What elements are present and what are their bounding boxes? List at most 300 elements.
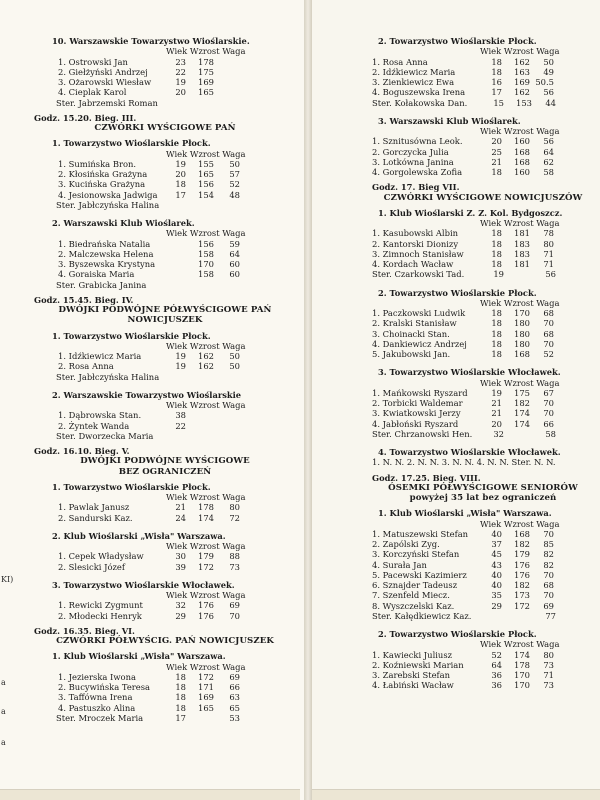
rower-row bbox=[372, 87, 594, 97]
rower-age: 29 bbox=[175, 610, 186, 621]
rower-row bbox=[372, 670, 594, 680]
rower-name: 2. Kłosińska Grażyna bbox=[58, 169, 148, 179]
rower-height: 165 bbox=[198, 87, 214, 98]
rower-weight: 60 bbox=[229, 269, 240, 280]
race-block bbox=[34, 108, 296, 134]
rower-row bbox=[34, 551, 296, 561]
rower-height: 160 bbox=[514, 167, 530, 177]
rower-row bbox=[372, 349, 594, 359]
rower-height: 169 bbox=[198, 692, 214, 703]
rower-weight bbox=[214, 87, 240, 97]
column-header: Wiek Wzrost Waga bbox=[480, 297, 560, 308]
rower-weight: 57 bbox=[229, 169, 240, 179]
rower-height: 176 bbox=[198, 610, 214, 621]
rower-weight: 70 bbox=[229, 610, 240, 621]
cox-height bbox=[186, 431, 214, 441]
rower-age: 64 bbox=[491, 659, 502, 670]
rower-name: 1. Dąbrowska Stan. bbox=[58, 410, 142, 421]
rower-age: 20 bbox=[175, 87, 186, 98]
rower-row bbox=[372, 67, 594, 77]
rower-age: 18 bbox=[175, 682, 186, 692]
rower-name: 4. Jesionowska Jadwiga bbox=[58, 189, 158, 200]
rower-age: 40 bbox=[491, 580, 502, 590]
rower-height: 180 bbox=[514, 338, 530, 349]
rower-name: 1. Pawlak Janusz bbox=[58, 502, 130, 513]
rower-height: 176 bbox=[514, 559, 530, 570]
rower-row bbox=[372, 318, 594, 328]
rower-height: 181 bbox=[514, 259, 530, 269]
rower-age bbox=[166, 269, 186, 279]
rower-weight: 85 bbox=[543, 539, 554, 549]
rower-height: 183 bbox=[514, 248, 530, 259]
rower-weight: 62 bbox=[543, 156, 554, 167]
crew-block bbox=[372, 36, 594, 108]
rower-age: 18 bbox=[175, 671, 186, 682]
crew-title: 3. Warszawski Klub Wioślarek. bbox=[378, 115, 521, 126]
rower-name: 1. Idźkiewicz Maria bbox=[58, 351, 142, 361]
rower-weight: 52 bbox=[543, 349, 554, 359]
crew-list: 1. N. N. 2. N. N. 3. N. N. 4. N. N. Ster. N. N. bbox=[372, 457, 556, 468]
rower-name: 1. Sumińska Bron. bbox=[58, 158, 137, 169]
crew-block bbox=[34, 572, 296, 621]
column-header: Wiek Wzrost Waga bbox=[480, 218, 560, 228]
rower-weight: 64 bbox=[229, 248, 240, 259]
rower-name: 1. Paczkowski Ludwik bbox=[372, 308, 466, 318]
cox-age: 32 bbox=[493, 428, 504, 439]
crew-block bbox=[372, 503, 594, 621]
rower-weight: 63 bbox=[229, 692, 240, 703]
rower-row bbox=[34, 190, 296, 200]
rower-height: 172 bbox=[198, 671, 214, 682]
rower-age: 18 bbox=[175, 692, 186, 703]
rower-weight: 68 bbox=[543, 328, 554, 339]
rower-age: 19 bbox=[175, 77, 186, 87]
rower-name: 1. Rosa Anna bbox=[372, 56, 428, 67]
rower-height: 170 bbox=[198, 259, 214, 269]
cox-row bbox=[34, 280, 296, 290]
rower-height: 179 bbox=[198, 551, 214, 562]
rower-height: 160 bbox=[514, 136, 530, 147]
rower-weight: 70 bbox=[543, 338, 554, 349]
right-column bbox=[372, 36, 594, 691]
rower-age: 18 bbox=[491, 259, 502, 269]
rower-name: 1. Biedrańska Natalia bbox=[58, 238, 151, 249]
cox-age: 15 bbox=[493, 97, 504, 108]
rower-weight: 80 bbox=[543, 238, 554, 249]
crew-title: 2. Warszawski Klub Wioślarek. bbox=[52, 218, 195, 228]
rower-age: 22 bbox=[175, 420, 186, 431]
rower-row bbox=[372, 650, 594, 660]
rower-weight: 69 bbox=[229, 671, 240, 682]
rower-weight: 72 bbox=[229, 512, 240, 523]
rower-age: 22 bbox=[175, 66, 186, 77]
rower-height: 155 bbox=[198, 158, 214, 169]
rower-age: 18 bbox=[491, 318, 502, 329]
gap bbox=[34, 572, 296, 580]
cox-height bbox=[186, 200, 214, 210]
race-heading: Godz. 15.20. Bieg. III. bbox=[34, 112, 137, 123]
column-header: Wiek Wzrost Waga bbox=[166, 228, 246, 239]
rower-name: 1. Matuszewski Stefan bbox=[372, 528, 469, 539]
race-heading: Godz. 17.25. Bieg. VIII. bbox=[372, 472, 481, 483]
rower-height: 179 bbox=[514, 549, 530, 560]
column-header: Wiek Wzrost Waga bbox=[480, 46, 560, 57]
rower-weight: 49 bbox=[543, 66, 554, 77]
rower-name: 1. Rewicki Zygmunt bbox=[58, 600, 143, 611]
cox-name: Ster. Dworzecka Maria bbox=[56, 430, 154, 441]
edge-fragment: a bbox=[1, 738, 6, 747]
rower-weight: 73 bbox=[543, 659, 554, 670]
rower-name: 2. Giełżyński Andrzej bbox=[58, 66, 148, 77]
rower-weight: 73 bbox=[543, 680, 554, 691]
rower-height: 183 bbox=[514, 238, 530, 249]
gap bbox=[372, 439, 594, 447]
crew-title: 1. Klub Wioślarski „Wisła" Warszawa. bbox=[378, 508, 552, 519]
rower-row bbox=[372, 136, 594, 146]
rower-age: 17 bbox=[175, 189, 186, 200]
rower-age: 37 bbox=[491, 539, 502, 549]
rower-height: 182 bbox=[514, 580, 530, 590]
rower-weight bbox=[214, 410, 240, 420]
column-header: Wiek Wzrost Waga bbox=[480, 518, 560, 529]
crew-title: 1. Towarzystwo Wioślarskie Płock. bbox=[52, 330, 211, 341]
gap bbox=[372, 621, 594, 629]
rower-weight: 68 bbox=[543, 308, 554, 318]
cox-height bbox=[186, 713, 214, 723]
rower-height: 174 bbox=[514, 418, 530, 429]
rower-row bbox=[34, 502, 296, 512]
rower-name: 8. Wyszczelski Kaz. bbox=[372, 600, 455, 611]
race-heading: Godz. 15.45. Bieg. IV. bbox=[34, 294, 134, 305]
cox-age bbox=[166, 431, 186, 441]
rower-row bbox=[372, 157, 594, 167]
rower-age: 21 bbox=[175, 502, 186, 513]
race-block bbox=[34, 290, 296, 326]
crew-block bbox=[34, 36, 296, 108]
rower-height: 163 bbox=[514, 66, 530, 77]
crew-block bbox=[34, 133, 296, 210]
rower-height: 174 bbox=[514, 649, 530, 660]
rower-row bbox=[372, 590, 594, 600]
rower-name: 2. Bucywińska Teresa bbox=[58, 682, 151, 692]
rower-name: 2. Kantorski Dionizy bbox=[372, 238, 459, 249]
rower-height: 170 bbox=[514, 670, 530, 680]
column-header: Wiek Wzrost Waga bbox=[166, 46, 246, 57]
rower-age bbox=[166, 249, 186, 259]
rower-name: 5. Pacewski Kazimierz bbox=[372, 569, 467, 580]
rower-name: 3. Ożarowski Wiesław bbox=[58, 77, 152, 87]
rower-row bbox=[34, 179, 296, 189]
cox-row bbox=[372, 429, 594, 439]
rower-row bbox=[372, 680, 594, 690]
rower-age: 39 bbox=[175, 561, 186, 572]
rower-weight: 50 bbox=[229, 158, 240, 169]
rower-name: 3. Byszewska Krystyna bbox=[58, 259, 156, 269]
rower-age: 24 bbox=[175, 512, 186, 523]
rower-name: 2. Gorczycka Julia bbox=[372, 146, 449, 157]
rower-age: 18 bbox=[175, 702, 186, 713]
cox-name: Ster. Czarkowski Tad. bbox=[372, 269, 465, 280]
crew-block bbox=[372, 203, 594, 280]
rower-row bbox=[34, 77, 296, 87]
rower-age: 43 bbox=[491, 559, 502, 570]
rower-age: 20 bbox=[491, 136, 502, 147]
page-bottom-edge bbox=[0, 789, 300, 800]
rower-name: 4. Kordach Wacław bbox=[372, 259, 454, 269]
rower-age: 25 bbox=[491, 146, 502, 157]
rower-row bbox=[372, 419, 594, 429]
rower-name: 7. Szenfeld Miecz. bbox=[372, 590, 450, 601]
rower-height: 156 bbox=[198, 179, 214, 190]
rower-age: 40 bbox=[491, 528, 502, 539]
rower-age: 18 bbox=[491, 66, 502, 77]
rower-weight: 50 bbox=[229, 361, 240, 372]
rower-name: 3. Korczyński Stefan bbox=[372, 549, 460, 560]
cox-weight: 77 bbox=[545, 610, 556, 621]
rower-row bbox=[34, 513, 296, 523]
rower-row bbox=[372, 408, 594, 418]
gap bbox=[372, 359, 594, 367]
race-title: CZWÓRKI WYŚCIGOWE PAŃ bbox=[94, 123, 236, 133]
column-header: Wiek Wzrost Waga bbox=[480, 639, 560, 650]
rower-row bbox=[372, 259, 594, 269]
rower-weight bbox=[214, 421, 240, 431]
rower-height: 162 bbox=[198, 351, 214, 361]
rower-row bbox=[372, 388, 594, 398]
rower-height: 178 bbox=[198, 502, 214, 513]
rower-name: 3. Zienkiewicz Ewa bbox=[372, 77, 455, 87]
crew-title: 1. Klub Wioślarski „Wisła" Warszawa. bbox=[52, 651, 226, 662]
cox-age bbox=[166, 98, 186, 108]
rower-weight: 80 bbox=[543, 649, 554, 660]
cox-age bbox=[166, 200, 186, 210]
rower-height: 174 bbox=[198, 512, 214, 523]
rower-row bbox=[372, 329, 594, 339]
rower-row bbox=[34, 239, 296, 249]
crew-block bbox=[34, 210, 296, 290]
rower-height: 168 bbox=[514, 156, 530, 167]
rower-weight: 71 bbox=[543, 670, 554, 680]
rower-weight: 71 bbox=[543, 248, 554, 259]
rower-age: 20 bbox=[175, 169, 186, 179]
rower-height: 165 bbox=[198, 169, 214, 179]
rower-name: 6. Sznajder Tadeusz bbox=[372, 580, 458, 590]
rower-row bbox=[34, 703, 296, 713]
column-header: Wiek Wzrost Waga bbox=[166, 590, 246, 600]
rower-age: 19 bbox=[491, 387, 502, 398]
rower-height: 162 bbox=[198, 361, 214, 372]
rower-row bbox=[34, 672, 296, 682]
rower-row bbox=[34, 159, 296, 169]
cox-row bbox=[372, 269, 594, 279]
gap bbox=[372, 108, 594, 116]
edge-fragment: a bbox=[1, 707, 6, 716]
rower-name: 4. Goraiska Maria bbox=[58, 269, 135, 280]
rower-name: 4. Jabłoński Ryszard bbox=[372, 418, 459, 429]
crew-title: 2. Towarzystwo Wioślarskie Płock. bbox=[378, 36, 537, 46]
edge-fragment: KI) bbox=[1, 575, 14, 584]
rower-weight: 50 bbox=[543, 56, 554, 67]
cox-weight: 58 bbox=[545, 428, 556, 439]
rower-row bbox=[372, 57, 594, 67]
cox-name: Ster. Kołakowska Dan. bbox=[372, 97, 468, 108]
race-block bbox=[372, 177, 594, 203]
rower-height: 168 bbox=[514, 528, 530, 539]
cox-weight: 44 bbox=[545, 97, 556, 108]
rower-height: 158 bbox=[198, 248, 214, 259]
crew-title: 10. Warszawskie Towarzystwo Wioślarskie. bbox=[52, 36, 250, 46]
rower-height: 168 bbox=[514, 146, 530, 157]
rower-weight: 78 bbox=[543, 228, 554, 239]
crew-block bbox=[372, 108, 594, 178]
rower-weight: 66 bbox=[229, 682, 240, 692]
rower-height bbox=[186, 421, 214, 431]
crew-block bbox=[372, 439, 594, 468]
rower-height: 165 bbox=[198, 702, 214, 713]
rower-name: 2. Malczewska Helena bbox=[58, 248, 154, 259]
cox-weight bbox=[214, 200, 240, 210]
crew-title: 2. Klub Wioślarski „Wisła" Warszawa. bbox=[52, 530, 226, 541]
rower-height: 176 bbox=[198, 600, 214, 611]
rower-name: 4. Łabiński Wacław bbox=[372, 680, 454, 691]
cox-row bbox=[34, 372, 296, 382]
rower-age: 18 bbox=[491, 167, 502, 177]
rower-name: 2. Kralski Stanisław bbox=[372, 318, 457, 329]
rower-name: 1. Kasubowski Albin bbox=[372, 228, 459, 239]
rower-weight: 56 bbox=[543, 136, 554, 147]
rower-row bbox=[372, 539, 594, 549]
rower-weight: 70 bbox=[543, 569, 554, 580]
cox-weight bbox=[214, 372, 240, 382]
rower-name: 4. Dankiewicz Andrzej bbox=[372, 338, 467, 349]
race-block bbox=[372, 468, 594, 504]
rower-height: 180 bbox=[514, 328, 530, 339]
cox-age: 19 bbox=[493, 269, 504, 280]
rower-weight: 56 bbox=[543, 87, 554, 98]
rower-name: 1. Mańkowski Ryszard bbox=[372, 387, 468, 398]
rower-age: 18 bbox=[491, 248, 502, 259]
race-heading: Godz. 16.10. Bieg. V. bbox=[34, 446, 130, 456]
rower-name: 1. Jezierska Iwona bbox=[58, 671, 136, 682]
rower-height: 154 bbox=[198, 189, 214, 200]
rower-weight: 59 bbox=[229, 238, 240, 249]
rower-age: 21 bbox=[491, 398, 502, 408]
rower-name: 3. Taffówna Irena bbox=[58, 692, 133, 703]
page-fold bbox=[304, 0, 312, 800]
rower-age: 30 bbox=[175, 551, 186, 562]
race-title: DWÓJKI PODWÓJNE PÓŁWYŚCIGOWE PAŃ bbox=[58, 305, 272, 315]
rower-height: 178 bbox=[514, 659, 530, 670]
rower-weight bbox=[214, 77, 240, 87]
rower-height: 169 bbox=[514, 77, 530, 87]
rower-age: 20 bbox=[491, 418, 502, 429]
gap bbox=[34, 210, 296, 218]
rower-height: 168 bbox=[514, 349, 530, 359]
rower-height: 182 bbox=[514, 539, 530, 549]
cox-row bbox=[34, 431, 296, 441]
rower-weight: 70 bbox=[543, 398, 554, 408]
cox-weight bbox=[214, 98, 240, 108]
rower-weight: 66 bbox=[543, 418, 554, 429]
rower-height: 170 bbox=[514, 680, 530, 691]
rower-name: 1. Cepek Władysław bbox=[58, 551, 144, 562]
rower-name: 2. Sandurski Kaz. bbox=[58, 512, 133, 523]
rower-weight: 88 bbox=[229, 551, 240, 562]
rower-name: 2. Rosa Anna bbox=[58, 361, 114, 372]
rower-age: 35 bbox=[491, 590, 502, 601]
race-title: CZWÓRKI PÓŁWYŚCIG. PAŃ NOWICJUSZEK bbox=[56, 636, 274, 646]
rower-row bbox=[34, 692, 296, 702]
rower-weight: 48 bbox=[229, 189, 240, 200]
rower-age: 18 bbox=[491, 308, 502, 318]
rower-age: 18 bbox=[491, 238, 502, 249]
crew-title: 3. Towarzystwo Wioślarskie Włocławek. bbox=[378, 367, 561, 378]
cox-row bbox=[34, 713, 296, 723]
rower-row bbox=[34, 600, 296, 610]
rower-name: 1. Ostrowski Jan bbox=[58, 56, 128, 67]
race-title: ÓSEMKI PÓŁWYŚCIGOWE SENIORÓW bbox=[388, 482, 578, 493]
crew-title: 2. Towarzystwo Wioślarskie Płock. bbox=[378, 629, 537, 639]
cox-height bbox=[504, 611, 532, 621]
rower-age: 18 bbox=[175, 179, 186, 190]
rower-age: 29 bbox=[491, 600, 502, 611]
page-bottom-edge bbox=[312, 789, 600, 800]
crew-title: 2. Towarzystwo Wioślarskie Płock. bbox=[378, 287, 537, 298]
cox-name: Ster. Grabicka Janina bbox=[56, 279, 147, 290]
cox-name: Ster. Chrzanowski Hen. bbox=[372, 428, 473, 439]
crew-block bbox=[34, 382, 296, 441]
rower-name: 3. Zarebski Stefan bbox=[372, 670, 451, 680]
rower-name: 1. Sznitusówna Leok. bbox=[372, 136, 463, 147]
cox-weight: 56 bbox=[545, 269, 556, 280]
rower-row bbox=[34, 169, 296, 179]
rower-age: 18 bbox=[491, 338, 502, 349]
rower-height: 172 bbox=[514, 600, 530, 611]
rower-row bbox=[372, 308, 594, 318]
rower-row bbox=[372, 339, 594, 349]
cox-height bbox=[504, 269, 532, 279]
cox-height bbox=[504, 429, 532, 439]
rower-weight: 52 bbox=[229, 179, 240, 190]
rower-age: 40 bbox=[491, 569, 502, 580]
race-heading: Godz. 16.35. Bieg. VI. bbox=[34, 625, 135, 636]
rower-name: 3. Kwiatkowski Jerzy bbox=[372, 408, 461, 419]
rower-row bbox=[372, 549, 594, 559]
rower-row bbox=[34, 259, 296, 269]
rower-weight: 71 bbox=[543, 259, 554, 269]
rower-row bbox=[372, 77, 594, 87]
crew-title: 3. Towarzystwo Wioślarskie Włocławek. bbox=[52, 579, 235, 590]
rower-row bbox=[372, 570, 594, 580]
rower-height: 176 bbox=[514, 569, 530, 580]
rower-weight: 60 bbox=[229, 259, 240, 269]
crew-block bbox=[34, 477, 296, 523]
race-heading: Godz. 17. Bieg VII. bbox=[372, 182, 460, 193]
rower-age: 36 bbox=[491, 680, 502, 691]
cox-height: 153 bbox=[516, 97, 532, 108]
race-subtitle: NOWICJUSZEK bbox=[127, 315, 203, 326]
column-header: Wiek Wzrost Waga bbox=[480, 377, 560, 388]
rower-age: 21 bbox=[491, 156, 502, 167]
rower-weight bbox=[214, 67, 240, 77]
column-header: Wiek Wzrost Waga bbox=[166, 400, 246, 410]
crew-title: 1. Klub Wioślarski Z. Z. Kol. Bydgoszcz. bbox=[378, 207, 563, 218]
rower-name: 2. Zapólski Zyg. bbox=[372, 539, 440, 549]
crew-title: 4. Towarzystwo Wioślarskie Włocławek. bbox=[378, 447, 561, 457]
rower-weight: 65 bbox=[229, 702, 240, 713]
rower-name: 2. Młodecki Henryk bbox=[58, 610, 142, 621]
rower-weight: 82 bbox=[543, 559, 554, 570]
